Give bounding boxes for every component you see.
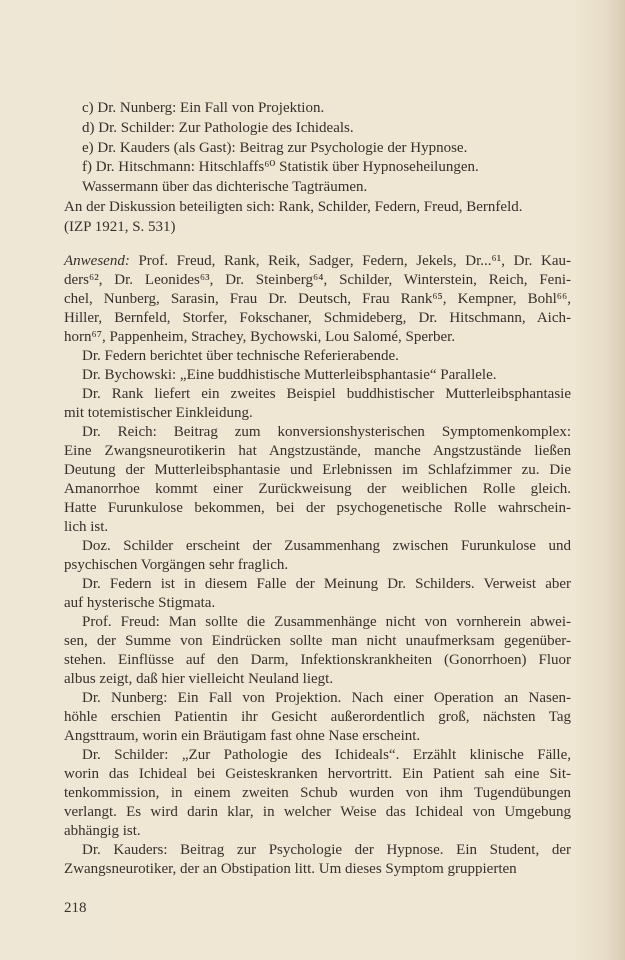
minutes-paragraph [64,575,571,613]
minutes-paragraph [64,613,571,689]
text-line: ders⁶², Dr. Leonides⁶³, Dr. Steinberg⁶⁴, Schilder, Winterstein, Reich, Feni- [64,272,571,288]
session-program [64,99,571,238]
attendance-names: Prof. Freud, Rank, Reik, Sadger, Federn, Jekels, Dr...⁶¹, Dr. Kau- [129,253,571,269]
program-item: c) Dr. Nunberg: Ein Fall von Projektion. [82,100,325,116]
citation: (IZP 1921, S. 531) [64,218,176,235]
text-line: Dr. Bychowski: „Eine buddhistische Mutterleibsphantasie“ Parallele. [82,367,497,383]
text-line: chel, Nunberg, Sarasin, Frau Dr. Deutsch, Frau Rank⁶⁵, Kempner, Bohl⁶⁶, [64,291,571,307]
text-line: höhle erschien Patientin ihr Gesicht außerordentlich groß, nächsten Tag [64,709,571,725]
text-line: horn⁶⁷, Pappenheim, Strachey, Bychowski, Lou Salomé, Sperber. [64,329,456,345]
attendance-paragraph [64,252,571,347]
text-line: stehen. Einflüsse auf den Darm, Infektionskrankheiten (Gonorrhoen) Fluor [64,652,571,668]
text-line: Dr. Rank liefert ein zweites Beispiel buddhistischer Mutterleibsphantasie [82,386,571,402]
text-line: Angsttraum, worin ein Bräutigam fast ohne Nase erscheint. [64,728,421,744]
text-line: Dr. Nunberg: Ein Fall von Projektion. Nach einer Operation an Nasen- [82,690,571,706]
minutes-paragraph [64,689,571,746]
text-line: verlangt. Es wird darin klar, in welcher Weise das Ichideal von Umgebung [64,804,571,820]
text-line: Hatte Furunkulose bekommen, bei der psychogenetische Rolle wahrschein- [64,500,571,516]
text-line: Eine Zwangsneurotikerin hat Angstzustände, manche Angstzustände ließen [64,443,571,459]
text-line: Dr. Reich: Beitrag zum konversionshysterischen Symptomenkomplex: [82,424,571,440]
minutes-paragraph [64,841,571,879]
discussion-participants: An der Diskussion beteiligten sich: Rank, Schilder, Federn, Freud, Bernfeld. [64,198,523,215]
minutes-paragraph [64,385,571,423]
text-line: Doz. Schilder erscheint der Zusammenhang zwischen Furunkulose und [82,538,571,554]
minutes-paragraph [64,537,571,575]
text-line [64,252,571,271]
minutes-body [64,252,571,879]
text-line: Dr. Federn ist in diesem Falle der Meinung Dr. Schilders. Verweist aber [82,576,571,592]
text-line: Dr. Schilder: „Zur Pathologie des Ichideals“. Erzählt klinische Fälle, [82,747,571,763]
text-line: Deutung der Mutterleibsphantasie und Erlebnissen im Schlafzimmer zu. Die [64,462,571,478]
minutes-paragraph [64,423,571,537]
text-line: psychischen Vorgängen sehr fraglich. [64,557,289,573]
attendance-label: Anwesend: [64,253,130,269]
text-line: Prof. Freud: Man sollte die Zusammenhänge nicht von vornherein abwei- [82,614,571,630]
text-line: Amanorrhoe kommt einer Zurückweisung der weiblichen Rolle gleich. [64,481,571,497]
page-number: 218 [64,900,87,916]
text-line: mit totemistischer Einkleidung. [64,405,253,421]
program-item: d) Dr. Schilder: Zur Pathologie des Ichideals. [82,119,354,136]
text-line: Hiller, Bernfeld, Storfer, Fokschaner, Schmideberg, Dr. Hitschmann, Aich- [64,310,571,326]
minutes-paragraph [64,347,571,366]
text-line: Dr. Kauders: Beitrag zur Psychologie der Hypnose. Ein Student, der [82,842,571,858]
minutes-paragraph [64,366,571,385]
text-line: Zwangsneurotiker, der an Obstipation litt. Um dieses Symptom gruppierten [64,861,517,877]
text-line: sen, der Summe von Eindrücken sollte man nicht unaufmerksam gegenüber- [64,633,571,649]
text-line: abhängig ist. [64,823,141,839]
text-line: lich ist. [64,519,109,535]
program-item: Wassermann über das dichterische Tagträumen. [82,179,368,196]
text-line: Dr. Federn berichtet über technische Referierabende. [82,348,399,364]
minutes-paragraph [64,746,571,841]
text-line: auf hysterische Stigmata. [64,595,216,611]
text-line: albus zeigt, daß hier vielleicht Neuland liegt. [64,671,334,687]
program-item: e) Dr. Kauders (als Gast): Beitrag zur Psychologie der Hypnose. [82,139,468,156]
program-item: f) Dr. Hitschmann: Hitschlaffs⁶⁰ Statistik über Hypnoseheilungen. [82,159,479,176]
text-line: worin das Ichideal bei Geisteskranken hervortritt. Ein Patient sah eine Sit- [64,766,571,782]
text-line: tenkommission, in einem zweiten Schub wurden von ihm Tugendübungen [64,785,571,801]
